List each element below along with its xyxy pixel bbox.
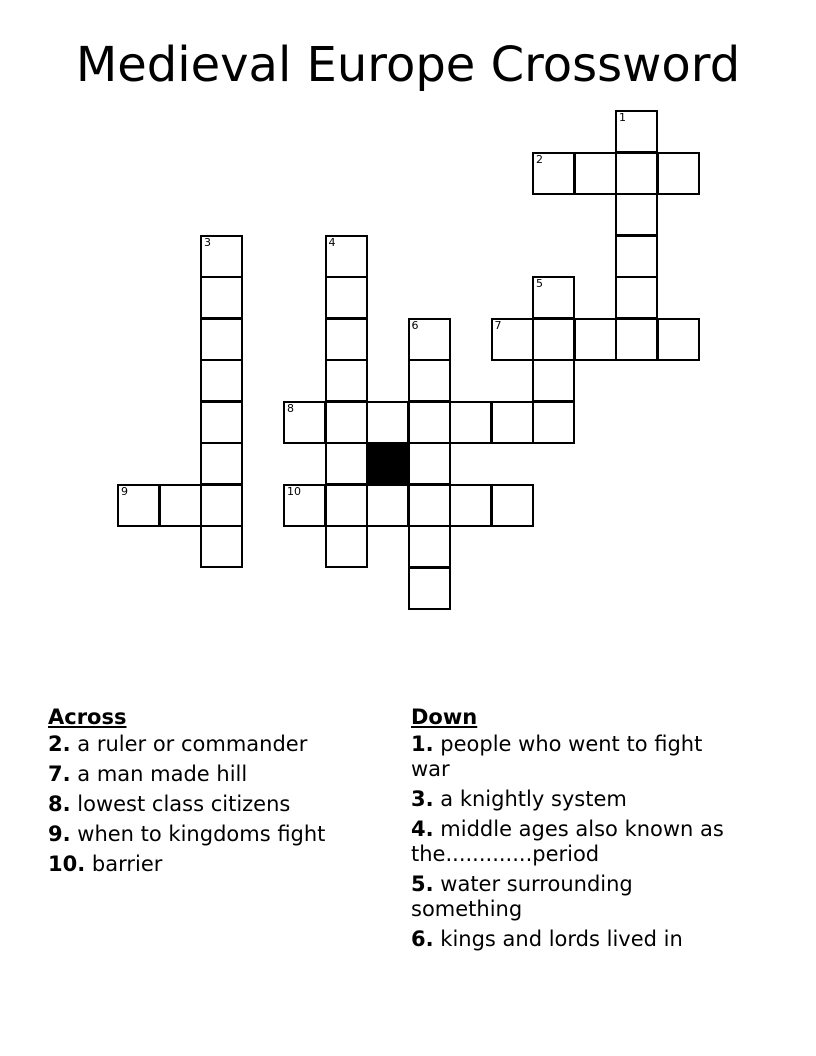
grid-cell[interactable] [491,318,534,361]
grid-cell[interactable] [615,110,658,153]
grid-cell[interactable] [532,359,575,402]
clue-text: middle ages also known as the.............period [411,817,724,866]
grid-cell[interactable] [325,276,368,319]
clue-number: 9. [48,822,71,846]
grid-cell[interactable] [408,359,451,402]
grid-cell[interactable] [408,401,451,444]
clue-number-label: 7 [494,318,502,332]
clue-number-label: 4 [328,235,336,249]
grid-cell[interactable] [200,484,243,527]
grid-cell[interactable] [325,359,368,402]
clue-text: people who went to fight war [411,732,703,781]
grid-cell[interactable] [657,152,700,195]
grid-cell[interactable] [325,484,368,527]
clue-number: 6. [411,927,434,951]
grid-cell[interactable] [657,318,700,361]
clue-down-3 [411,787,741,812]
clue-number-label: 1 [619,111,626,124]
grid-cell[interactable] [325,525,368,568]
clue-text: a man made hill [77,762,248,786]
clue-text: a ruler or commander [77,732,308,756]
clue-down-1 [411,732,741,782]
grid-cell[interactable] [200,235,243,278]
grid-cell[interactable] [574,152,617,195]
clue-text: a knightly system [440,787,627,811]
grid-cell[interactable] [366,401,409,444]
clue-number-label: 2 [536,152,543,166]
grid-cell[interactable] [283,484,326,527]
grid-cell[interactable] [159,484,202,527]
across-heading: Across [48,705,127,729]
clue-number: 4. [411,817,434,841]
clue-text: water surrounding something [411,872,633,921]
clue-number: 7. [48,762,71,786]
clue-number-label: 10 [287,484,301,498]
clue-number-label: 6 [411,318,419,332]
grid-cell[interactable] [615,193,658,236]
grid-cell[interactable] [615,152,658,195]
grid-cell[interactable] [200,318,243,361]
grid-cell[interactable] [117,484,160,527]
grid-cell[interactable] [325,235,368,278]
grid-cell[interactable] [615,276,658,319]
grid-cell[interactable] [532,276,575,319]
grid-cell[interactable] [491,484,534,527]
grid-cell[interactable] [449,484,492,527]
clue-across-7 [48,762,378,787]
grid-cell[interactable] [408,484,451,527]
grid-cell[interactable] [408,318,451,361]
down-clues [411,702,741,957]
grid-cell[interactable] [200,401,243,444]
clue-across-8 [48,792,378,817]
grid-cell[interactable] [200,276,243,319]
grid-cell[interactable] [200,442,243,485]
grid-cell[interactable] [325,401,368,444]
black-square [366,442,409,485]
grid-cell[interactable] [325,318,368,361]
clue-number-label: 3 [204,235,211,249]
grid-cell[interactable] [449,401,492,444]
grid-cell[interactable] [408,567,451,610]
clue-number: 8. [48,792,71,816]
clue-text: kings and lords lived in [440,927,683,951]
clue-number: 10. [48,852,86,876]
clue-across-10 [48,852,378,877]
puzzle-title: Medieval Europe Crossword [75,37,741,93]
clue-text: barrier [91,852,163,876]
grid-cell[interactable] [532,152,575,195]
grid-cell[interactable] [532,318,575,361]
clue-down-6 [411,927,741,952]
clue-across-2 [48,732,378,757]
clue-number: 1. [411,732,434,756]
clue-number-label: 5 [536,277,543,290]
grid-cell[interactable] [615,318,658,361]
grid-cell[interactable] [615,235,658,278]
clue-number: 3. [411,787,434,811]
clue-number-label: 8 [287,401,294,415]
clue-number-label: 9 [121,484,128,498]
clue-across-9 [48,822,378,847]
grid-cell[interactable] [574,318,617,361]
grid-cell[interactable] [325,442,368,485]
clue-down-4 [411,817,741,867]
clue-text: lowest class citizens [77,792,291,816]
grid-cell[interactable] [283,401,326,444]
grid-cell[interactable] [491,401,534,444]
grid-cell[interactable] [532,401,575,444]
down-heading: Down [411,705,478,729]
clue-down-5 [411,872,741,922]
grid-cell[interactable] [408,442,451,485]
clue-number: 2. [48,732,71,756]
grid-cell[interactable] [200,525,243,568]
grid-cell[interactable] [366,484,409,527]
grid-cell[interactable] [408,525,451,568]
across-clues [48,702,378,882]
clue-text: when to kingdoms fight [77,822,326,846]
clue-number: 5. [411,872,434,896]
grid-cell[interactable] [200,359,243,402]
